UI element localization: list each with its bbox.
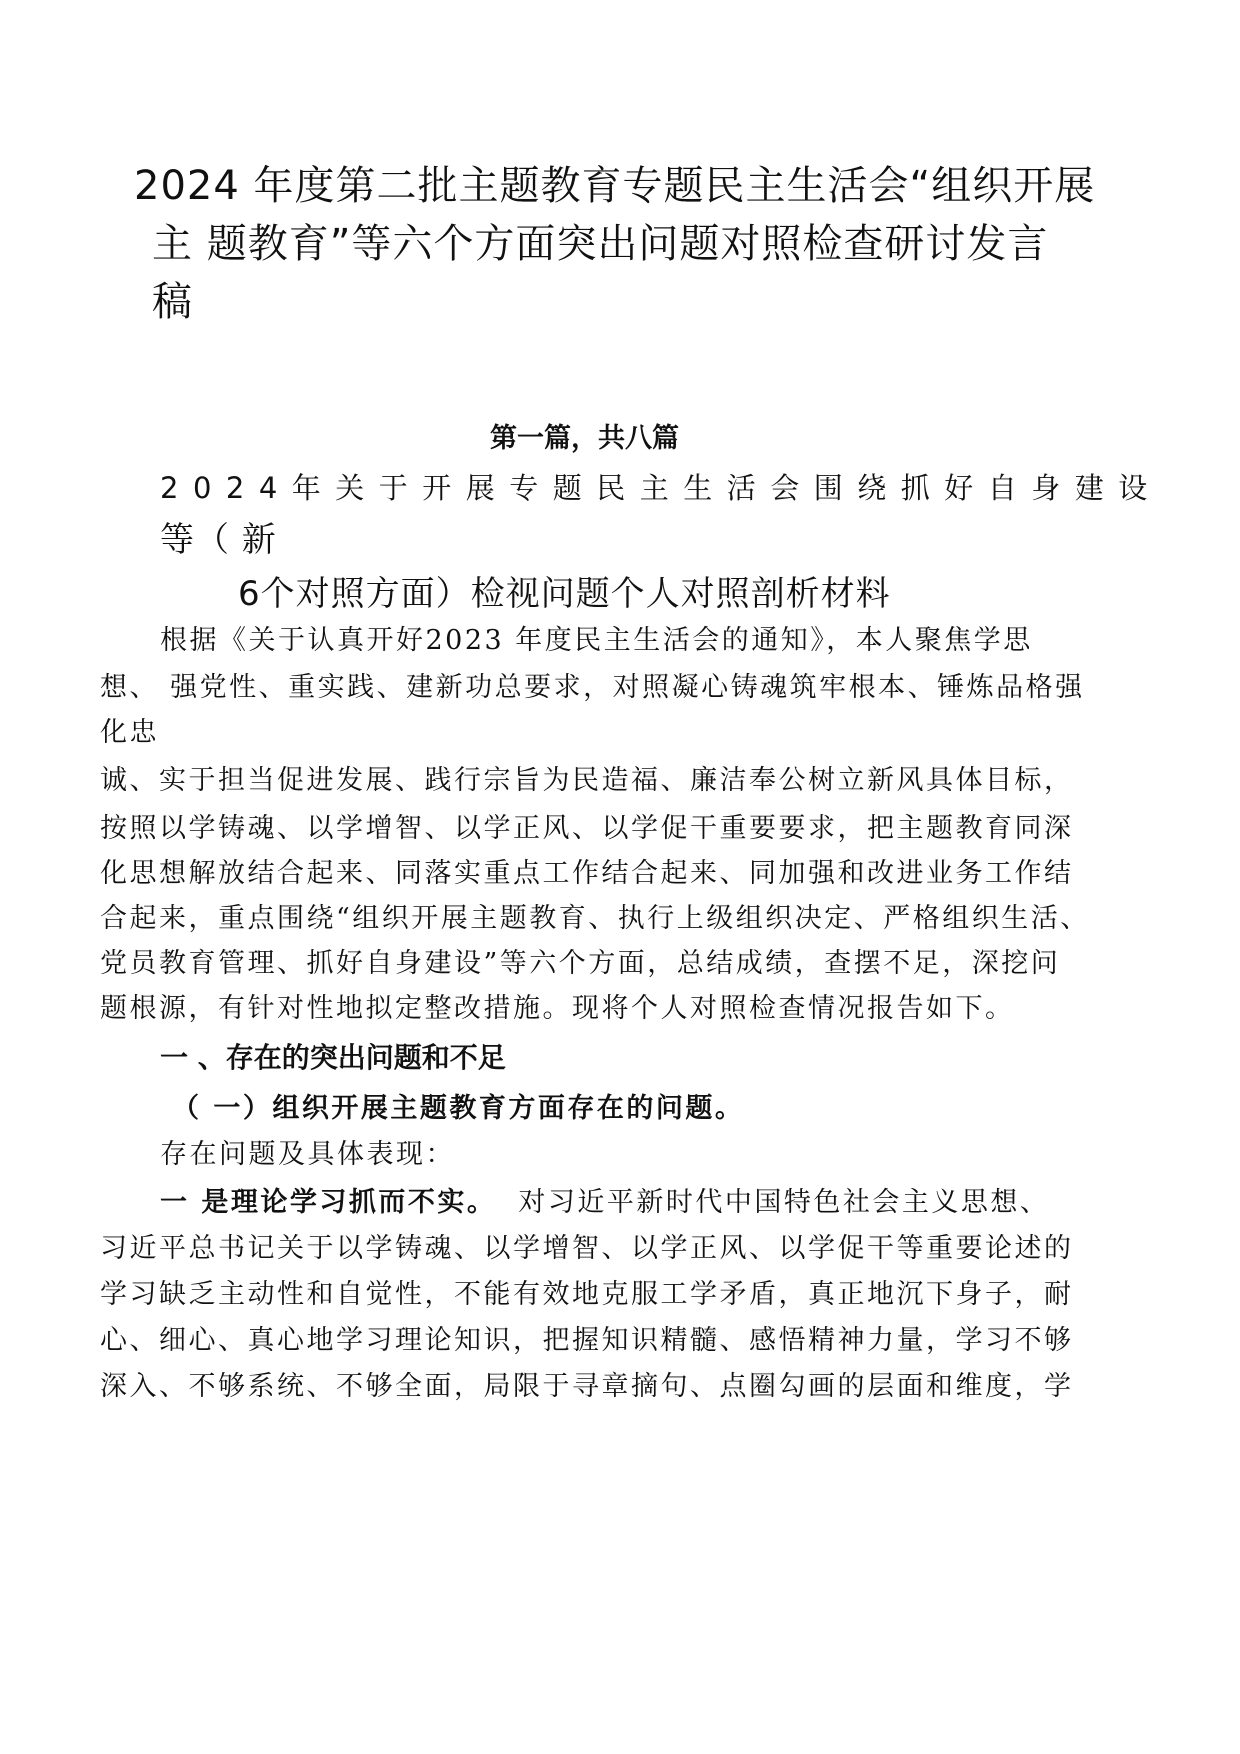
point-1-lead: 一 是理论学习抓而不实。 — [160, 1187, 497, 1218]
point-1-line-2: 习近平总书记关于以学铸魂、以学增智、以学正风、以学促干等重要论述的 — [100, 1233, 1074, 1264]
point-1-line-4: 心、细心、真心地学习理论知识，把握知识精髓、感悟精神力量，学习不够 — [100, 1325, 1074, 1356]
document-title-line-1: 2024 年度第二批主题教育专题民主生活会“组织开展 — [134, 163, 1096, 209]
point-1-line-5: 深入、不够系统、不够全面，局限于寻章摘句、点圈勾画的层面和维度，学 — [100, 1371, 1074, 1402]
part-label: 第一篇，共八篇 — [490, 423, 679, 454]
subtitle-line-1: 2024年关于开展专题民主生活会围绕抓好自身建设 — [160, 471, 1162, 505]
intro-line-6: 化思想解放结合起来、同落实重点工作结合起来、同加强和改进业务工作结 — [100, 858, 1074, 889]
point-1-line-1 — [160, 1180, 1049, 1219]
document-title-line-3: 稿 — [152, 279, 193, 325]
intro-line-4: 诚、实于担当促进发展、践行宗旨为民造福、廉洁奉公树立新风具体目标， — [100, 765, 1074, 796]
intro-line-9: 题根源，有针对性地拟定整改措施。现将个人对照检查情况报告如下。 — [100, 993, 1015, 1024]
section-heading: 一 、存在的突出问题和不足 — [160, 1041, 506, 1074]
subsection-heading: （ 一）组织开展主题教育方面存在的问题。 — [172, 1093, 745, 1124]
point-1-line-3: 学习缺乏主动性和自觉性，不能有效地克服工学矛盾，真正地沉下身子，耐 — [100, 1279, 1074, 1310]
intro-line-8: 党员教育管理、抓好自身建设”等六个方面，总结成绩，查摆不足，深挖问 — [100, 948, 1061, 979]
intro-line-5: 按照以学铸魂、以学增智、以学正风、以学促干重要要求，把主题教育同深 — [100, 813, 1074, 844]
intro-line-2: 想、 强党性、重实践、建新功总要求，对照凝心铸魂筑牢根本、锤炼品格强 — [100, 672, 1085, 703]
intro-line-1: 根据《关于认真开好2023 年度民主生活会的通知》，本人聚焦学思 — [160, 625, 1033, 656]
document-title-line-2: 主 题教育”等六个方面突出问题对照检查研讨发言 — [152, 221, 1049, 267]
problems-intro: 存在问题及具体表现： — [160, 1139, 455, 1170]
intro-line-3: 化忠 — [100, 717, 159, 748]
subtitle-line-2: 等（ 新 — [160, 520, 277, 560]
subtitle-line-3: 6个对照方面）检视问题个人对照剖析材料 — [238, 574, 891, 614]
point-1-text: 对习近平新时代中国特色社会主义思想、 — [518, 1187, 1050, 1218]
intro-line-7: 合起来，重点围绕“组织开展主题教育、执行上级组织决定、严格组织生活、 — [100, 903, 1090, 934]
